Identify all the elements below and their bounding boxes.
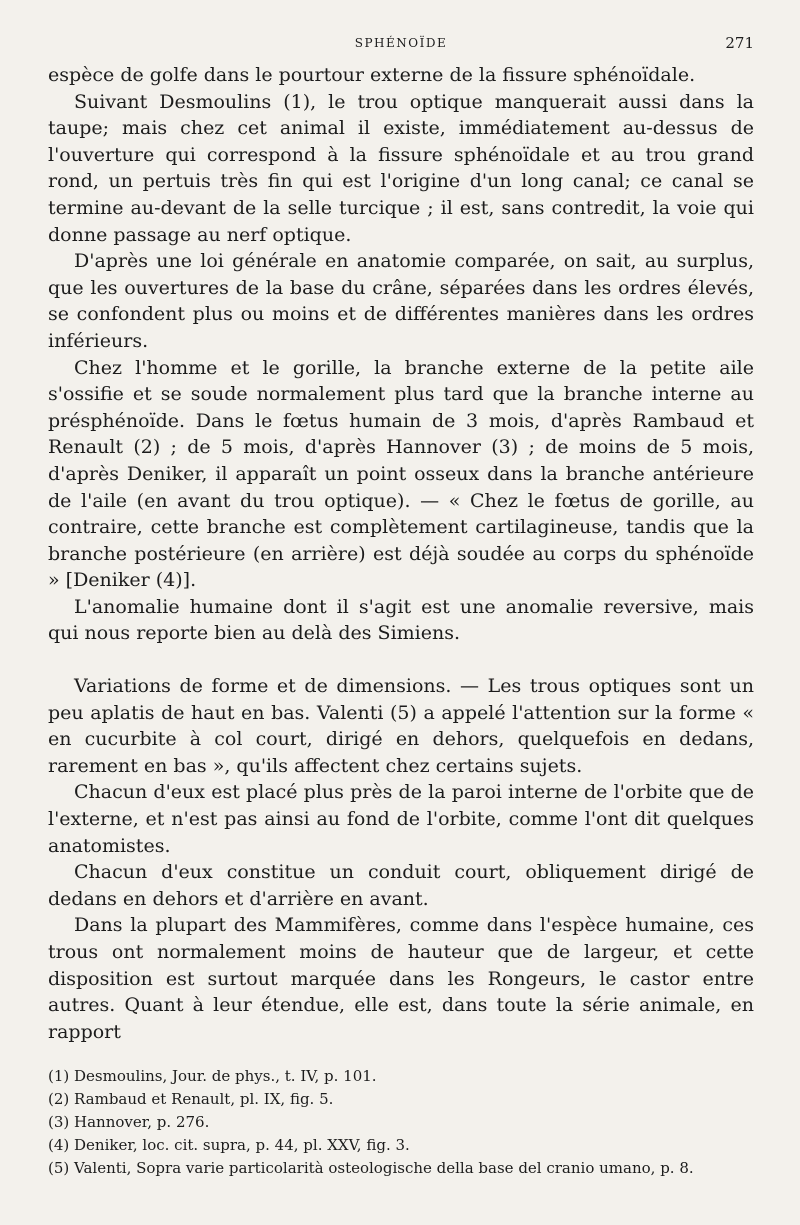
paragraph-loi-generale: D'après une loi générale en anatomie comparée, on sait, au surplus, que les ouvertures de la base du crâne, séparées dans les ordres élevés, se confondent plus ou moins et de différentes manières dans les ordres inférieurs. [48,250,754,352]
paragraph-gorille: Chez l'homme et le gorille, la branche externe de la petite aile s'ossifie et se soude normalement plus tard que la branche interne au présphénoïde. Dans le fœtus humain de 3 mois, d'après Rambaud et Renault (2) ; de 5 mois, d'après Hannover (3) ; de moins de 5 mois, d'après Deniker, il apparaît un point osseux dans la branche antérieure de l'aile (en avant du trou optique). — « Chez le fœtus de gorille, au contraire, cette branche est complètement cartilagineuse, tandis que la branche postérieure (en arrière) est déjà soudée au corps du sphénoïde » [Deniker (4)]. [48,356,754,592]
paragraph-desmoulins: Suivant Desmoulins (1), le trou optique manquerait aussi dans la taupe; mais chez cet animal il existe, immédiatement au-dessus de l'ouverture qui correspond à la fissure sphénoïdale et au trou grand rond, un pertuis très fin qui est l'origine d'un long canal; ce canal se termine au-devant de la selle turcique ; il est, sans contredit, la voie qui donne passage au nerf optique. [48,90,754,246]
body-text [48,62,754,1045]
paragraph-continuation: espèce de golfe dans le pourtour externe de la fissure sphénoïdale. [48,64,696,86]
running-head [48,30,754,52]
footnote-5: (5) Valenti, Sopra varie particolarità osteologische della base del cranio umano, p. 8. [48,1159,694,1177]
paragraph-conduit: Chacun d'eux constitue un conduit court, obliquement dirigé de dedans en dehors et d'arrière en avant. [48,861,754,910]
section-gap [48,647,754,673]
footnote-4: (4) Deniker, loc. cit. supra, p. 44, pl. XXV, fig. 3. [48,1136,410,1154]
paragraph-position: Chacun d'eux est placé plus près de la paroi interne de l'orbite que de l'externe, et n'est pas ainsi au fond de l'orbite, comme l'ont dit quelques anatomistes. [48,781,754,857]
paragraph-mammiferes: Dans la plupart des Mammifères, comme dans l'espèce humaine, ces trous ont normalement moins de hauteur que de largeur, et cette disposition est surtout marquée dans les Rongeurs, le castor entre autres. Quant à leur étendue, elle est, dans toute la série animale, en rapport [48,914,754,1043]
footnote-3: (3) Hannover, p. 276. [48,1113,210,1131]
footnote-1: (1) Desmoulins, Jour. de phys., t. IV, p. 101. [48,1067,377,1085]
paragraph-variations: Variations de forme et de dimensions. — Les trous optiques sont un peu aplatis de haut en bas. Valenti (5) a appelé l'attention sur la forme « en cucurbite à col court, dirigé en dehors, quelquefois en dedans, rarement en bas », qu'ils affectent chez certains sujets. [48,675,754,777]
footnotes [48,1065,754,1180]
page [48,30,754,1177]
footnote-2: (2) Rambaud et Renault, pl. IX, fig. 5. [48,1090,334,1108]
running-title: SPHÉNOÏDE [354,36,448,50]
page-number: 271 [725,34,754,52]
paragraph-anomalie: L'anomalie humaine dont il s'agit est une anomalie reversive, mais qui nous reporte bien au delà des Simiens. [48,595,754,645]
